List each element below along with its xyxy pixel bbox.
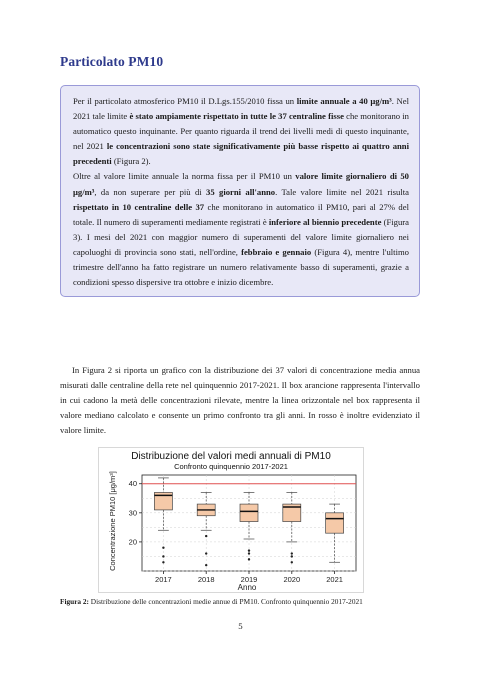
outlier-point: [205, 552, 207, 554]
outlier-point: [291, 561, 293, 563]
outlier-point: [248, 558, 250, 560]
chart-subtitle: Confronto quinquennio 2017-2021: [174, 462, 288, 471]
bold-run: inferiore al biennio precedente: [268, 216, 382, 227]
outlier-point: [162, 547, 164, 549]
text-run: che monitorano in automatico il PM10, pari al 27% del totale. Il numero di superamenti mediamente registrati è: [73, 201, 409, 227]
x-tick-label: 2019: [240, 575, 258, 584]
text-run: . Nel 2021 tale limite: [73, 96, 409, 122]
outlier-point: [291, 555, 293, 557]
outlier-point: [291, 552, 293, 554]
text-run: , da non superare per più di: [94, 186, 207, 197]
summary-paragraph-1: [73, 94, 409, 169]
y-tick-label: 30: [128, 508, 137, 518]
body-text: In Figura 2 si riporta un grafico con la distribuzione dei 37 valori di concentrazione media annua misurati dalle centraline della rete nel quinquennio 2017-2021. Il box arancione rappresenta l'intervallo in cui cadono la metà delle concentrazioni rilevate, mentre la linea orizzontale nel box rappresenta il valore mediano calcolato e consente un primo confronto tra gli anni. In rosso è inoltre evidenziato il valore limite.: [60, 365, 420, 436]
y-tick-label: 40: [128, 479, 137, 489]
summary-box: [60, 85, 420, 297]
text-run: (Figura 3). I mesi del 2021 con maggior numero di superamenti del valore limite giornaliero nei capoluoghi di provincia sono stati, nell'ordine,: [73, 216, 409, 257]
outlier-point: [205, 564, 207, 566]
text-run: (Figura 2).: [111, 156, 151, 167]
box-2019: [240, 504, 258, 521]
bold-run: è stato ampiamente rispettato in tutte le 37 centraline fisse: [129, 111, 344, 122]
outlier-point: [205, 535, 207, 537]
figure-caption: [60, 597, 430, 606]
outlier-point: [248, 552, 250, 554]
x-tick-label: 2021: [326, 575, 343, 584]
section-title: Particolato PM10: [60, 54, 164, 69]
caption-text: Distribuzione delle concentrazioni medie annue di PM10. Confronto quinquennio 2017-2021: [88, 597, 363, 606]
text-run: Oltre al valore limite annuale la norma fissa per il PM10 un: [73, 171, 296, 182]
outlier-point: [162, 555, 164, 557]
plot-area: [129, 475, 356, 584]
y-axis-label: Concentrazione PM10 [μg/m³]: [108, 471, 117, 571]
text-run: Per il particolato atmosferico PM10 il D.Lgs.155/2010 fissa un: [73, 96, 297, 106]
text-run: . Tale valore limite nel 2021 risulta: [275, 186, 409, 197]
x-tick-label: 2018: [197, 575, 215, 584]
x-tick-label: 2020: [283, 575, 301, 584]
page-number: 5: [238, 621, 243, 631]
y-tick-label: 20: [128, 537, 137, 547]
body-paragraph: [60, 363, 420, 438]
summary-paragraph-2: [73, 169, 409, 290]
box-2021: [326, 513, 344, 533]
chart-title: Distribuzione del valori medi annuali di PM10: [131, 451, 331, 462]
text-run: che monitorano in automatico questo inquinante. Per quanto riguarda il trend dei livelli medi di questo inquinante, nel 2021: [73, 111, 409, 152]
x-axis-label: Anno: [237, 583, 257, 592]
pm10-boxplot-chart: [98, 447, 364, 593]
outlier-point: [162, 561, 164, 563]
bold-run: valore limite giornaliero di 50 μg/m³: [73, 171, 409, 197]
bold-run: 35 giorni all'anno: [206, 186, 276, 197]
bold-run: rispettato in 10 centraline delle 37: [73, 201, 205, 212]
text-run: (Figura 4), mentre l'ultimo trimestre dell'anno ha fatto registrare un numero relativamente basso di superamenti, grazie a condizioni spesso dispersive tra ottobre e inizio dicembre.: [73, 246, 409, 288]
bold-run: le concentrazioni sono state significativamente più basse rispetto ai quattro anni precedenti: [73, 141, 409, 167]
x-tick-label: 2017: [155, 575, 172, 584]
caption-label: Figura 2:: [60, 597, 89, 606]
outlier-point: [248, 549, 250, 551]
bold-run: febbraio e gennaio: [241, 246, 312, 257]
bold-run: limite annuale a 40 μg/m³: [296, 96, 392, 106]
